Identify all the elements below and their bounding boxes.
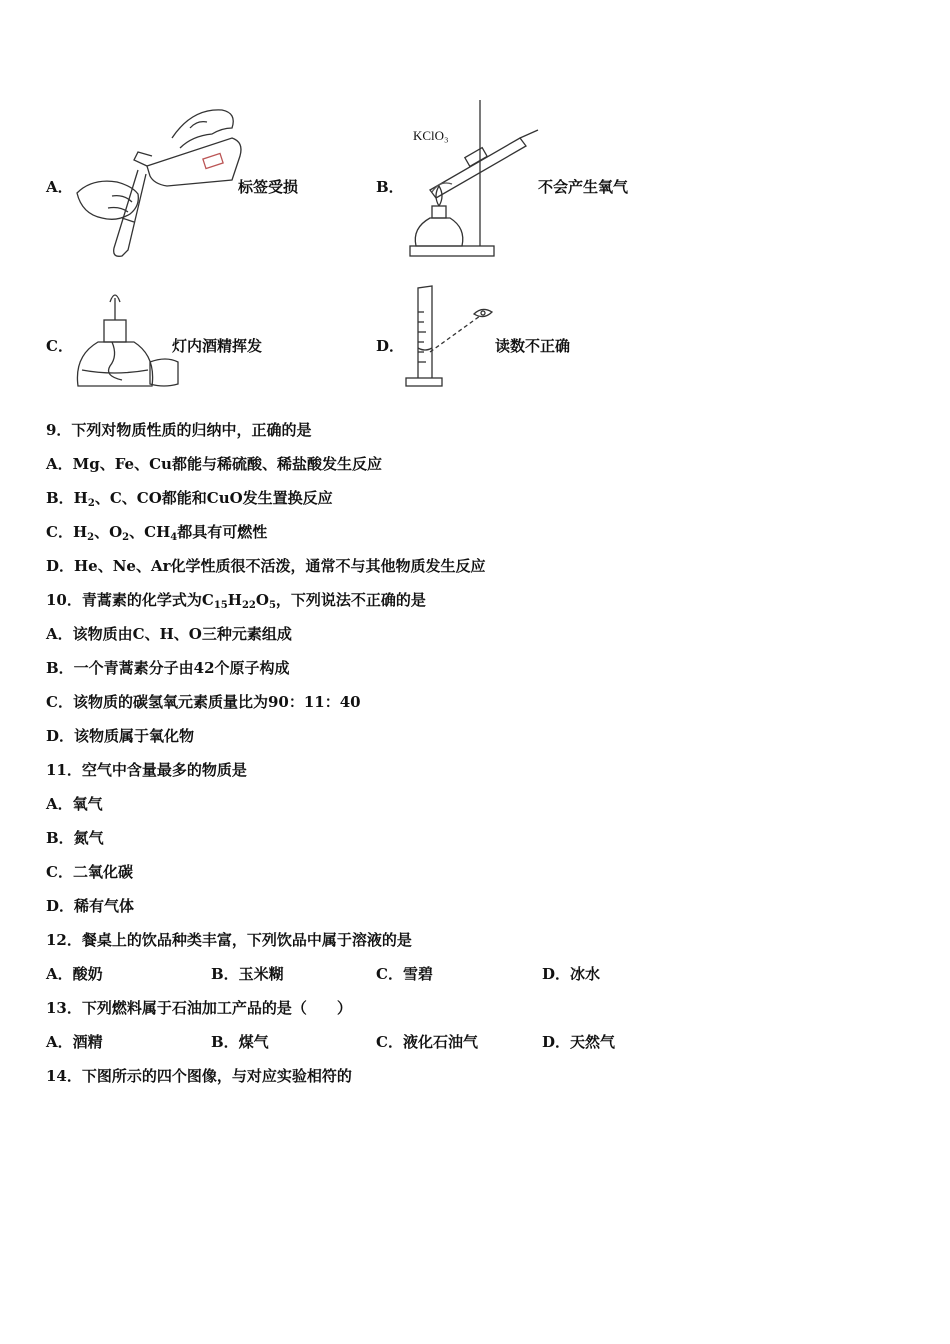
q9-option-a: A．Mg、Fe、Cu都能与稀硫酸、稀盐酸发生反应 bbox=[46, 455, 382, 473]
q9-stem: 9．下列对物质性质的归纳中，正确的是 bbox=[46, 421, 312, 439]
q12-option-a: A．酸奶 bbox=[46, 965, 103, 983]
kclo3-label: KClO₃ bbox=[413, 128, 449, 143]
q11-option-d: D．稀有气体 bbox=[46, 897, 135, 915]
q14-stem: 14．下图所示的四个图像，与对应实验相符的 bbox=[46, 1067, 352, 1085]
q10-option-d: D．该物质属于氧化物 bbox=[46, 727, 195, 745]
q10-option-c: C．该物质的碳氢氧元素质量比为90：11：40 bbox=[46, 693, 361, 711]
q9-option-b: B．$H_2$、C、CO都能和CuO发生置换反应 bbox=[46, 489, 333, 509]
q12-stem: 12．餐桌上的饮品种类丰富，下列饮品中属于溶液的是 bbox=[46, 931, 412, 949]
alcohol-lamp-illustration bbox=[74, 286, 184, 390]
pouring-liquid-illustration bbox=[72, 98, 247, 258]
figure-d-caption: 读数不正确 bbox=[495, 337, 571, 355]
q13-option-c: C．液化石油气 bbox=[376, 1033, 478, 1051]
heating-apparatus-illustration bbox=[400, 98, 545, 260]
figure-b-caption: 不会产生氧气 bbox=[538, 178, 629, 196]
q13-option-b: B．煤气 bbox=[211, 1033, 269, 1051]
q11-stem: 11．空气中含量最多的物质是 bbox=[46, 761, 247, 779]
q11-option-a: A．氧气 bbox=[46, 795, 103, 813]
figure-c-caption: 灯内酒精挥发 bbox=[172, 337, 263, 355]
q10-option-a: A．该物质由C、H、O三种元素组成 bbox=[46, 625, 292, 643]
graduated-cylinder-illustration bbox=[402, 282, 502, 390]
q12-option-d: D．冰水 bbox=[542, 965, 601, 983]
q12-option-b: B．玉米糊 bbox=[211, 965, 284, 983]
q9-option-c: C．$H_2$、$O_2$、$CH_4$都具有可燃性 bbox=[46, 523, 268, 543]
q13-option-d: D．天然气 bbox=[542, 1033, 616, 1051]
q11-option-c: C．二氧化碳 bbox=[46, 863, 133, 881]
q13-option-a: A．酒精 bbox=[46, 1033, 103, 1051]
figure-b-letter: B． bbox=[376, 178, 404, 196]
q9-option-d: D．He、Ne、Ar化学性质很不活泼，通常不与其他物质发生反应 bbox=[46, 557, 486, 575]
figure-c-letter: C． bbox=[46, 337, 73, 355]
figure-a-letter: A． bbox=[46, 178, 73, 196]
figure-a-caption: 标签受损 bbox=[238, 178, 299, 196]
q13-stem: 13．下列燃料属于石油加工产品的是（ ） bbox=[46, 999, 352, 1017]
q11-option-b: B．氮气 bbox=[46, 829, 104, 847]
figure-d-letter: D． bbox=[376, 337, 405, 355]
q12-option-c: C．雪碧 bbox=[376, 965, 433, 983]
q10-stem: 10．青蒿素的化学式为$C_{15}H_{22}O_5$，下列说法不正确的是 bbox=[46, 591, 426, 611]
q10-option-b: B．一个青蒿素分子由42个原子构成 bbox=[46, 659, 290, 677]
